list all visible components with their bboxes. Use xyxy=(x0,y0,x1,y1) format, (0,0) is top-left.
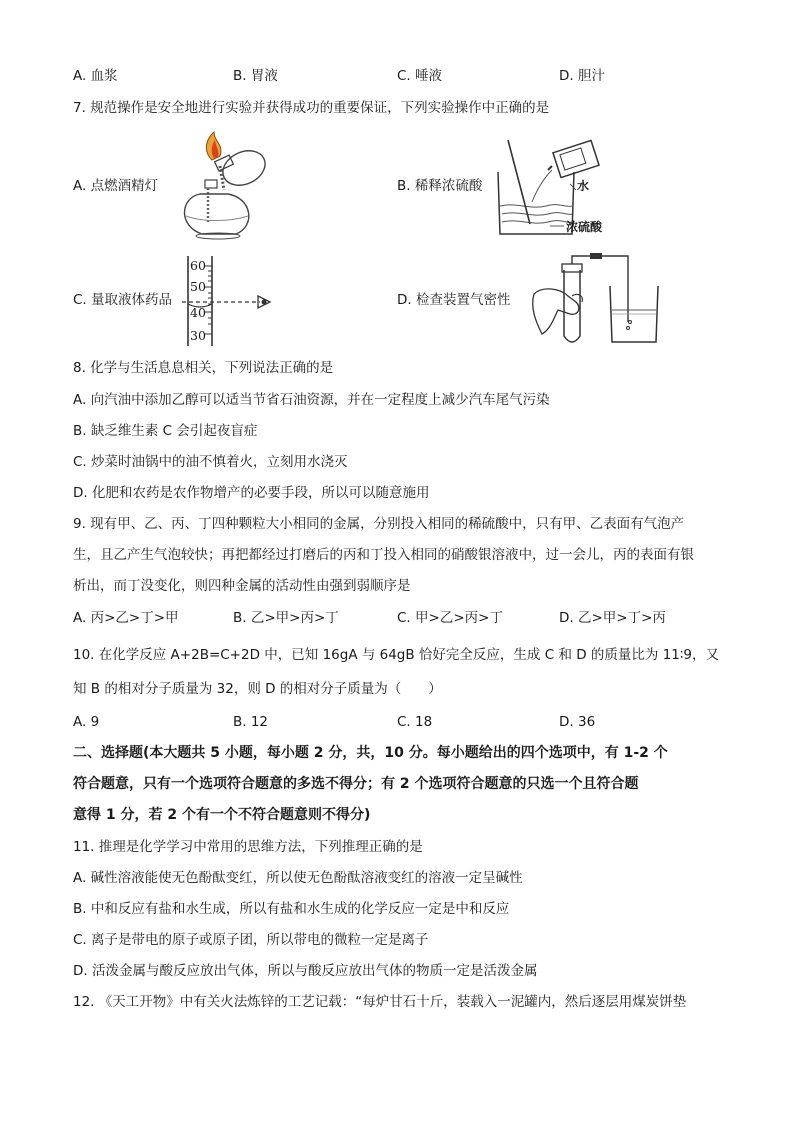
q7-option-c: C. 量取液体药品 xyxy=(73,292,173,308)
q11-stem: 11. 推理是化学学习中常用的思维方法，下列推理正确的是 xyxy=(73,839,423,855)
tick-label-50: 50 xyxy=(190,279,206,294)
q6-option-c: C. 唾液 xyxy=(397,68,443,84)
q12-line-1: 12. 《天工开物》中有关火法炼锌的工艺记载：“每炉甘石十斤，装载入一泥罐内，然后逐层用煤炭饼垫 xyxy=(73,994,687,1010)
q10-line-1: 10. 在化学反应 A+2B=C+2D 中，已知 16gA 与 64gB 恰好完全反应，生成 C 和 D 的质量比为 11∶9，又 xyxy=(73,647,719,663)
q9-line-3: 析出，而丁没变化，则四种金属的活动性由强到弱顺序是 xyxy=(73,578,411,594)
alcohol-lamp-figure xyxy=(172,130,272,242)
q11-option-c: C. 离子是带电的原子或原子团，所以带电的微粒一定是离子 xyxy=(73,932,429,948)
q9-option-b: B. 乙>甲>丙>丁 xyxy=(233,610,339,626)
tick-label-60: 60 xyxy=(190,258,206,273)
q7-option-d: D. 检查装置气密性 xyxy=(397,292,511,308)
tick-label-40: 40 xyxy=(190,305,206,320)
q9-line-2: 生，且乙产生气泡较快；再把都经过打磨后的丙和丁投入相同的硝酸银溶液中，过一会儿，丙的表面有银 xyxy=(73,547,694,563)
q8-option-c: C. 炒菜时油锅中的油不慎着火，立刻用水浇灭 xyxy=(73,454,348,470)
q11-option-b: B. 中和反应有盐和水生成，所以有盐和水生成的化学反应一定是中和反应 xyxy=(73,901,510,917)
tick-label-30: 30 xyxy=(190,328,206,343)
airtightness-check-figure xyxy=(520,252,670,352)
section2-heading-line-1: 二、选择题(本大题共 5 小题，每小题 2 分，共，10 分。每小题给出的四个选项中，有 1-2 个 xyxy=(73,745,668,761)
q7-option-b: B. 稀释浓硫酸 xyxy=(397,178,483,194)
q7-stem: 7. 规范操作是安全地进行实验并获得成功的重要保证，下列实验操作中正确的是 xyxy=(73,100,550,116)
q9-option-c: C. 甲>乙>丙>丁 xyxy=(397,610,503,626)
q11-option-d: D. 活泼金属与酸反应放出气体，所以与酸反应放出气体的物质一定是活泼金属 xyxy=(73,963,538,979)
q10-option-b: B. 12 xyxy=(233,714,269,730)
q9-option-a: A. 丙>乙>丁>甲 xyxy=(73,610,179,626)
section2-heading-line-2: 符合题意，只有一个选项符合题意的多选不得分；有 2 个选项符合题意的只选一个且符合题 xyxy=(73,776,639,792)
q10-option-a: A. 9 xyxy=(73,714,100,730)
q7-option-a: A. 点燃酒精灯 xyxy=(73,178,159,194)
label-conc-acid: 浓硫酸 xyxy=(566,220,603,234)
q9-line-1: 9. 现有甲、乙、丙、丁四种颗粒大小相同的金属，分别投入相同的稀硫酸中，只有甲、乙表面有气泡产 xyxy=(73,516,685,532)
q11-option-a: A. 碱性溶液能使无色酚酞变红，所以使无色酚酞溶液变红的溶液一定呈碱性 xyxy=(73,870,523,886)
section2-heading-line-3: 意得 1 分，若 2 个有一个不符合题意则不得分) xyxy=(73,807,371,823)
q10-line-2: 知 B 的相对分子质量为 32，则 D 的相对分子质量为（ ） xyxy=(73,681,442,697)
q8-option-b: B. 缺乏维生素 C 会引起夜盲症 xyxy=(73,423,258,439)
q6-option-a: A. 血浆 xyxy=(73,68,118,84)
q9-option-d: D. 乙>甲>丁>丙 xyxy=(559,610,666,626)
q6-option-b: B. 胃液 xyxy=(233,68,278,84)
q8-stem: 8. 化学与生活息息相关，下列说法正确的是 xyxy=(73,360,334,376)
q10-option-d: D. 36 xyxy=(559,714,596,730)
q10-option-c: C. 18 xyxy=(397,714,433,730)
label-water: 水 xyxy=(577,179,590,193)
q6-option-d: D. 胆汁 xyxy=(559,68,605,84)
q8-option-d: D. 化肥和农药是农作物增产的必要手段，所以可以随意施用 xyxy=(73,485,430,501)
q8-option-a: A. 向汽油中添加乙醇可以适当节省石油资源，并在一定程度上减少汽车尾气污染 xyxy=(73,392,550,408)
